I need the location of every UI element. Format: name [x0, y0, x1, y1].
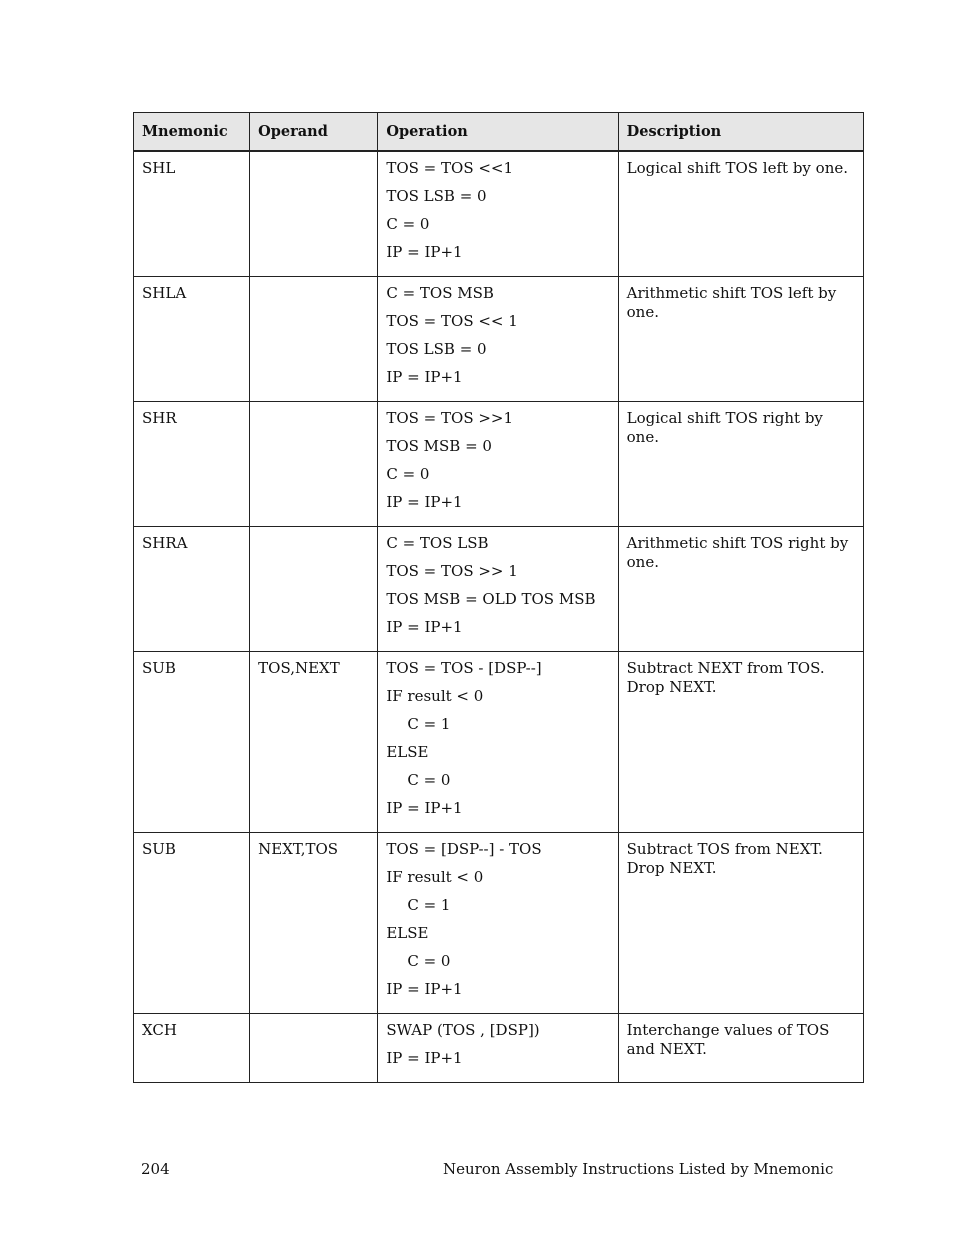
operand-cell — [250, 277, 378, 402]
table-row — [134, 277, 864, 402]
table-row — [134, 652, 864, 833]
operation-line: TOS = TOS >> 1 — [386, 562, 518, 580]
operation-line: TOS MSB = 0 — [386, 437, 492, 455]
mnemonic-cell: SHR — [134, 402, 250, 527]
operation-line: SWAP (TOS , [DSP]) — [386, 1021, 540, 1039]
operation-cell — [378, 833, 618, 1014]
description-cell: Arithmetic shift TOS left by one. — [618, 277, 863, 402]
table-row — [134, 151, 864, 277]
operation-line: IF result < 0 — [386, 868, 484, 886]
description-cell: Subtract NEXT from TOS. Drop NEXT. — [618, 652, 863, 833]
mnemonic-cell: XCH — [134, 1014, 250, 1083]
description-cell: Subtract TOS from NEXT. Drop NEXT. — [618, 833, 863, 1014]
operation-line: IP = IP+1 — [386, 618, 463, 636]
header-operation: Operation — [378, 113, 618, 152]
description-cell: Arithmetic shift TOS right by one. — [618, 527, 863, 652]
operation-cell — [378, 151, 618, 277]
operation-line: ELSE — [386, 924, 429, 942]
mnemonic-cell: SHRA — [134, 527, 250, 652]
operation-line: C = TOS MSB — [386, 284, 494, 302]
operation-line: ELSE — [386, 743, 429, 761]
operand-cell — [250, 151, 378, 277]
header-description: Description — [618, 113, 863, 152]
operation-line: IP = IP+1 — [386, 799, 463, 817]
operation-line: C = TOS LSB — [386, 534, 489, 552]
mnemonic-cell: SHLA — [134, 277, 250, 402]
operation-cell — [378, 527, 618, 652]
mnemonic-cell: SUB — [134, 652, 250, 833]
operation-line: C = 0 — [407, 771, 451, 789]
operation-line: IF result < 0 — [386, 687, 484, 705]
operand-cell: NEXT,TOS — [250, 833, 378, 1014]
mnemonic-cell: SHL — [134, 151, 250, 277]
operation-line: C = 1 — [407, 896, 451, 914]
instruction-table — [133, 112, 864, 1083]
description-cell: Interchange values of TOS and NEXT. — [618, 1014, 863, 1083]
operation-line: C = 0 — [407, 952, 451, 970]
table-header-row — [134, 113, 864, 152]
table-row — [134, 402, 864, 527]
operation-cell — [378, 402, 618, 527]
operation-cell — [378, 1014, 618, 1083]
running-title: Neuron Assembly Instructions Listed by Mnemonic — [443, 1160, 834, 1178]
header-mnemonic: Mnemonic — [134, 113, 250, 152]
operation-line: IP = IP+1 — [386, 368, 463, 386]
header-operand: Operand — [250, 113, 378, 152]
operation-line: TOS = TOS >>1 — [386, 409, 514, 427]
operand-cell — [250, 1014, 378, 1083]
operation-line: IP = IP+1 — [386, 243, 463, 261]
mnemonic-cell: SUB — [134, 833, 250, 1014]
operation-line: C = 0 — [386, 465, 430, 483]
operand-cell: TOS,NEXT — [250, 652, 378, 833]
operand-cell — [250, 402, 378, 527]
operation-line: IP = IP+1 — [386, 1049, 463, 1067]
operation-line: TOS LSB = 0 — [386, 340, 487, 358]
operation-line: TOS = [DSP--] - TOS — [386, 840, 542, 858]
operation-line: IP = IP+1 — [386, 493, 463, 511]
operation-line: C = 1 — [407, 715, 451, 733]
operation-line: C = 0 — [386, 215, 430, 233]
operand-cell — [250, 527, 378, 652]
operation-line: TOS LSB = 0 — [386, 187, 487, 205]
operation-cell — [378, 277, 618, 402]
page-number: 204 — [141, 1160, 170, 1178]
table-row — [134, 1014, 864, 1083]
operation-line: IP = IP+1 — [386, 980, 463, 998]
operation-line: TOS = TOS - [DSP--] — [386, 659, 542, 677]
operation-line: TOS = TOS <<1 — [386, 159, 514, 177]
description-cell: Logical shift TOS right by one. — [618, 402, 863, 527]
operation-line: TOS MSB = OLD TOS MSB — [386, 590, 596, 608]
description-cell: Logical shift TOS left by one. — [618, 151, 863, 277]
operation-line: TOS = TOS << 1 — [386, 312, 518, 330]
table-row — [134, 527, 864, 652]
table-body — [134, 151, 864, 1083]
operation-cell — [378, 652, 618, 833]
table-row — [134, 833, 864, 1014]
